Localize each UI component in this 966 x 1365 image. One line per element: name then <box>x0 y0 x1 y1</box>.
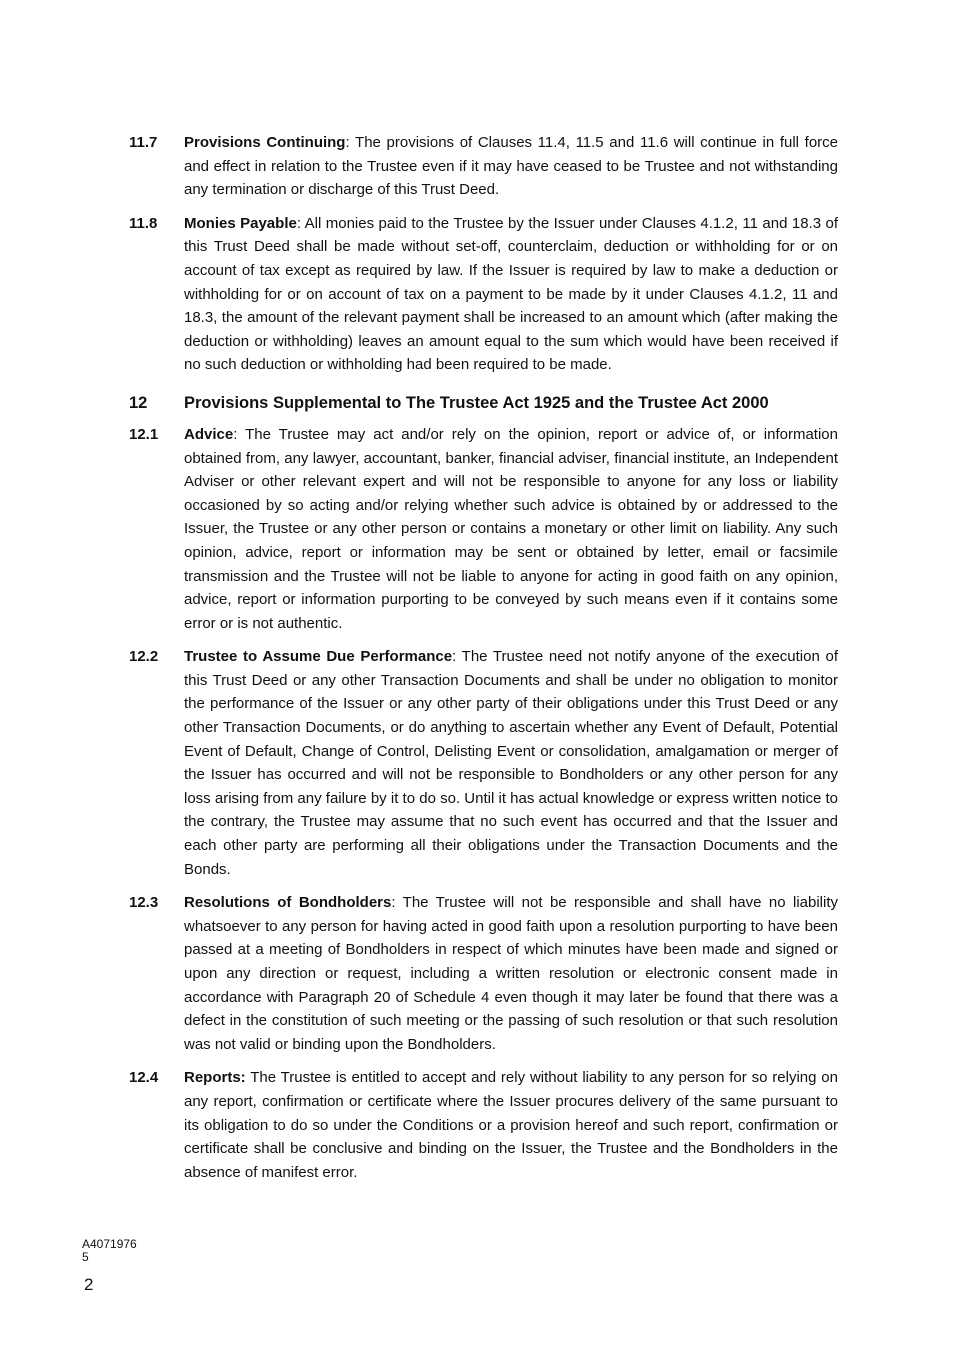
clause-text: : All monies paid to the Trustee by the Issuer under Clauses 4.1.2, 11 and 18.3 of this Trust Deed shall be made without set-off, counterclaim, deduction or withholding for or on account of tax except as required by law. If the Issuer is required by law to make a deduction or withholding for or on account of tax on a payment to be made by it under Clauses 4.1.2, 11 and 18.3, the amount of the relevant payment shall be increased to an amount which (after making the deduction or withholding) leaves an amount equal to the sum which would have been received if no such deduction or withholding had been required to be made. <box>184 214 839 374</box>
clause-title: Reports: <box>184 1069 246 1087</box>
clause-text: : The provisions of Clauses 11.4, 11.5 and 11.6 will continue in full force and effect in relation to the Trustee even if it may have ceased to be Trustee and not withstanding any termination or discharge of this Trust Deed. <box>184 134 839 199</box>
clause-text: The Trustee is entitled to accept and rely without liability to any person for so relying on any report, confirmation or certificate where the Issuer procures delivery of the same pursuant to its obligation to do so under the Conditions or a provision hereof and such report, confirmation or certificate shall be conclusive and binding on the Issuer, the Trustee and the Bondholders in the absence of manifest error. <box>184 1069 838 1181</box>
clause-12-2 <box>129 645 839 881</box>
clause-12-3 <box>129 891 839 1056</box>
clause-number: 12.1 <box>129 425 159 443</box>
clause-text: : The Trustee will not be responsible and shall have no liability whatsoever to any person for having acted in good faith upon a resolution purporting to have been passed at a meeting of Bondholders in respect of which minutes have been made and signed or upon any direction or request, including a written resolution or electronic consent made in accordance with Paragraph 20 of Schedule 4 even though it may later be found that there was a defect in the constitution of such meeting or the passing of such resolution or that such resolution was not valid or binding upon the Bondholders. <box>184 894 838 1053</box>
clause-11-8 <box>129 212 839 377</box>
clause-text: : The Trustee may act and/or rely on the opinion, report or advice of, or information obtained from, any lawyer, accountant, banker, financial adviser, financial institute, an Independent Adviser or other relevant expert and will not be responsible to anyone for any loss or liability occasioned by so acting and/or relying whether such advice is obtained by or addressed to the Issuer, the Trustee or any other person or contains a monetary or other limit on liability. Any such opinion, advice, report or information may be sent or obtained by letter, email or facsimile transmission and the Trustee will not be liable to anyone for acting in good faith on any opinion, advice, report or information purporting to be conveyed by such means even if it contains some error or is not authentic. <box>184 425 838 632</box>
document-page <box>129 131 839 1194</box>
clause-text: : The Trustee need not notify anyone of the execution of this Trust Deed or any other Transaction Documents and shall be under no obligation to monitor the performance of the Issuer or any other party of their obligations under this Trust Deed or any other Transaction Documents, or do anything to ascertain whether any Event of Default, Potential Event of Default, Change of Control, Delisting Event or consolidation, amalgamation or merger of the Issuer has occurred and will not be responsible to Bondholders or any other person for any loss arising from any failure by it to do so. Until it has actual knowledge or express written notice to the contrary, the Trustee may assume that no such event has occurred and that the Issuer and each other party are performing all their obligations under the Transaction Documents and the Bonds. <box>184 648 839 878</box>
document-reference-line2: 5 <box>82 1250 89 1264</box>
clause-number: 12.2 <box>129 648 159 666</box>
document-reference <box>82 1238 137 1264</box>
section-heading-12 <box>129 391 839 415</box>
clause-number: 12.4 <box>129 1069 159 1087</box>
clause-number: 12.3 <box>129 894 159 912</box>
clause-12-1 <box>129 423 839 635</box>
clause-title: Monies Payable <box>184 214 297 232</box>
clause-title: Trustee to Assume Due Performance <box>184 648 453 666</box>
clause-12-4 <box>129 1066 839 1184</box>
section-title: Provisions Supplemental to The Trustee Act 1925 and the Trustee Act 2000 <box>184 393 769 412</box>
document-reference-line1: A4071976 <box>82 1237 137 1251</box>
clause-title: Resolutions of Bondholders <box>184 894 392 912</box>
section-number: 12 <box>129 393 148 412</box>
clause-title: Provisions Continuing <box>184 134 346 151</box>
clause-11-7 <box>129 131 839 202</box>
clause-number: 11.7 <box>129 134 158 151</box>
clause-number: 11.8 <box>129 214 158 232</box>
page-number: 2 <box>84 1276 94 1294</box>
clause-title: Advice <box>184 425 234 443</box>
